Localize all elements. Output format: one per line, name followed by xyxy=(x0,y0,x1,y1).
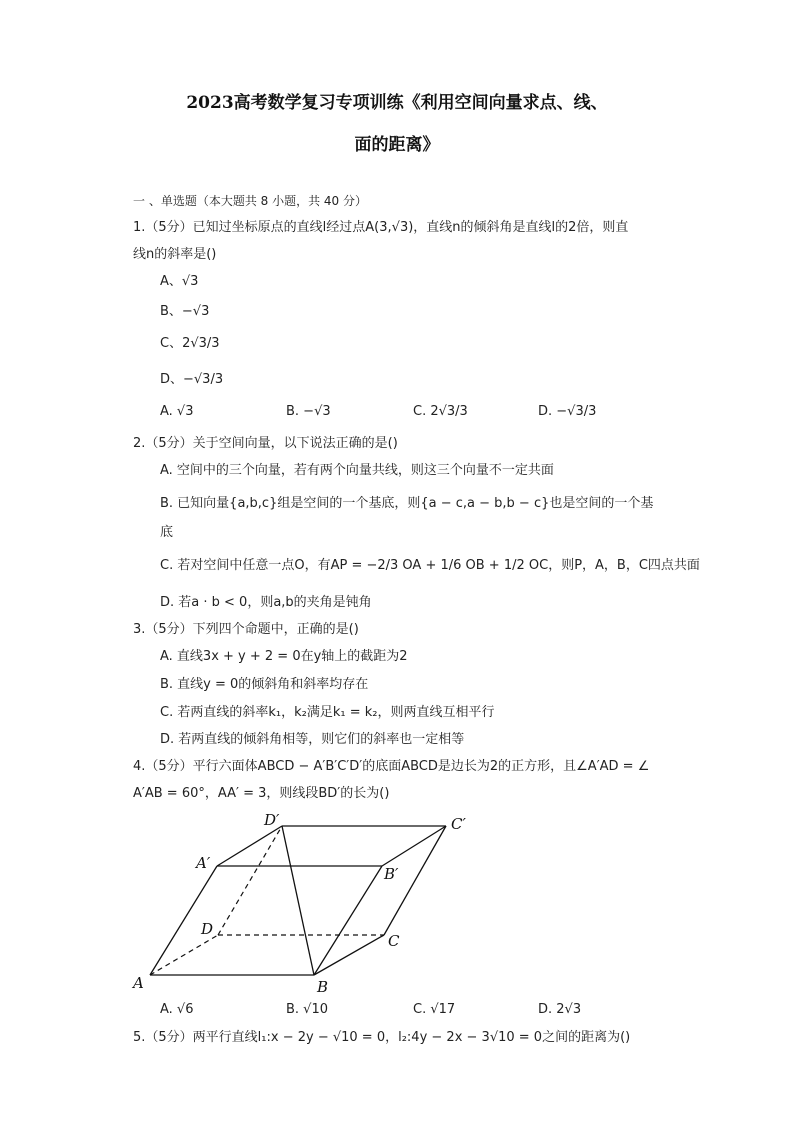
q4-stem-line-2: A′AB = 60°，AA′ = 3，则线段BD′的长为() xyxy=(133,786,390,801)
edge-a-d-hidden xyxy=(150,935,218,975)
q2-option-b-line-1: B. 已知向量{a,b,c}组是空间的一个基底，则{a − c,a − b,b − c}也是空间的一个基 xyxy=(160,496,654,511)
q4-answer-a: A. √6 xyxy=(160,1002,194,1017)
title-line-1: 2023高考数学复习专项训练《利用空间向量求点、线、 xyxy=(186,93,608,113)
q4-answer-c: C. √17 xyxy=(413,1002,456,1017)
label-a: A xyxy=(133,974,144,992)
section-heading: 一 、单选题（本大题共 8 小题，共 40 分） xyxy=(133,194,367,208)
q5-stem: 5.（5分）两平行直线l₁:x − 2y − √10 = 0，l₂:4y − 2x − 3√10 = 0之间的距离为() xyxy=(133,1030,631,1045)
title-line-2: 面的距离》 xyxy=(354,135,440,155)
q1-stem-line-2: 线n的斜率是() xyxy=(133,247,217,262)
q1-answer-c: C. 2√3/3 xyxy=(413,404,468,419)
parallelepiped-figure xyxy=(125,808,485,993)
q2-stem: 2.（5分）关于空间向量，以下说法正确的是() xyxy=(133,436,398,451)
q1-option-d: D、−√3/3 xyxy=(160,372,224,387)
edge-b-b1 xyxy=(314,866,382,975)
q1-answer-a: A. √3 xyxy=(160,404,194,419)
label-a-prime: A′ xyxy=(196,854,211,872)
q2-option-a: A. 空间中的三个向量，若有两个向量共线，则这三个向量不一定共面 xyxy=(160,463,554,478)
q2-option-d: D. 若a · b < 0，则a,b的夹角是钝角 xyxy=(160,595,372,610)
q3-option-c: C. 若两直线的斜率k₁，k₂满足k₁ = k₂，则两直线互相平行 xyxy=(160,705,495,720)
edge-a1-d1 xyxy=(217,826,282,866)
label-b-prime: B′ xyxy=(384,865,399,883)
edge-d1-b xyxy=(282,826,314,975)
edge-b-c xyxy=(314,935,384,975)
q3-stem: 3.（5分）下列四个命题中，正确的是() xyxy=(133,622,359,637)
q1-option-c: C、2√3/3 xyxy=(160,336,220,351)
label-c: C xyxy=(388,932,400,950)
q4-answer-d: D. 2√3 xyxy=(538,1002,582,1017)
q4-stem-line-1: 4.（5分）平行六面体ABCD − A′B′C′D′的底面ABCD是边长为2的正方形，且∠A′AD = ∠ xyxy=(133,759,650,774)
label-b: B xyxy=(317,978,329,993)
edge-d-d1-hidden xyxy=(218,826,282,935)
q3-option-d: D. 若两直线的倾斜角相等，则它们的斜率也一定相等 xyxy=(160,732,465,747)
q1-answer-b: B. −√3 xyxy=(286,404,331,419)
q3-option-a: A. 直线3x + y + 2 = 0在y轴上的截距为2 xyxy=(160,649,408,664)
q1-option-b: B、−√3 xyxy=(160,304,210,319)
label-c-prime: C′ xyxy=(451,815,466,833)
q4-answer-b: B. √10 xyxy=(286,1002,329,1017)
q2-option-b-line-2: 底 xyxy=(160,525,174,540)
q1-stem-line-1: 1.（5分）已知过坐标原点的直线l经过点A(3,√3)，直线n的倾斜角是直线l的2倍，则直 xyxy=(133,220,629,235)
q2-option-c: C. 若对空间中任意一点O，有AP = −2/3 OA + 1/6 OB + 1/2 OC，则P，A，B，C四点共面 xyxy=(160,558,700,573)
q1-option-a: A、√3 xyxy=(160,274,199,289)
q3-option-b: B. 直线y = 0的倾斜角和斜率均存在 xyxy=(160,677,369,692)
q1-answer-d: D. −√3/3 xyxy=(538,404,597,419)
label-d-prime: D′ xyxy=(264,811,280,829)
label-d: D xyxy=(201,920,214,938)
edge-b1-c1 xyxy=(382,826,446,866)
